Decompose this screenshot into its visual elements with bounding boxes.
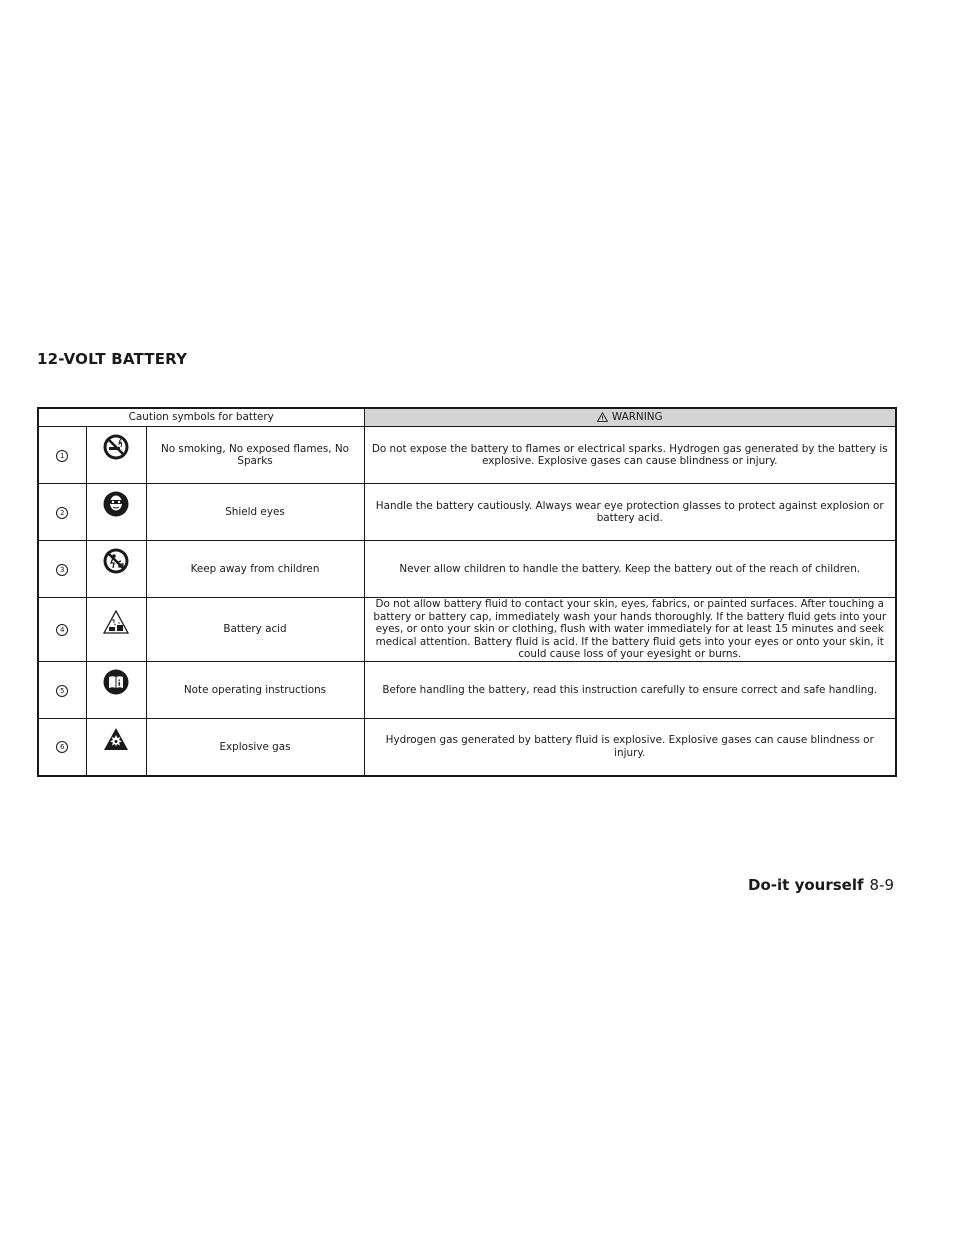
page-footer [748,876,894,894]
warning-text: Before handling the battery, read this instruction carefully to ensure correct and safe handling. [364,662,896,719]
row-number: 6 [38,719,86,776]
table-row [38,598,896,662]
table-row [38,541,896,598]
row-number: 2 [38,484,86,541]
table-row [38,427,896,484]
chapter-title: Do-it yourself [748,876,864,894]
caution-symbols-header: Caution symbols for battery [38,408,364,427]
warning-triangle-icon [597,412,608,422]
symbol-description: Shield eyes [146,484,364,541]
warning-header-label: WARNING [611,411,663,424]
eye-protection-icon [103,491,129,517]
row-number: 3 [38,541,86,598]
table-row [38,719,896,776]
symbol-description: Note operating instructions [146,662,364,719]
warning-text: Never allow children to handle the battery. Keep the battery out of the reach of children. [364,541,896,598]
symbol-description: Explosive gas [146,719,364,776]
warning-text: Do not allow battery fluid to contact your skin, eyes, fabrics, or painted surfaces. After touching a battery or battery cap, immediately wash your hands thoroughly. If the battery fluid gets into your eyes, or onto your skin or clothing, flush with water immediately for at least 15 minutes and seek medical attention. Battery fluid is acid. If the battery fluid gets into your eyes or onto your skin, it could cause loss of your eyesight or burns. [364,598,896,662]
symbol-description: Battery acid [146,598,364,662]
warning-text: Hydrogen gas generated by battery fluid is explosive. Explosive gases can cause blindness or injury. [364,719,896,776]
warning-header [364,408,896,427]
table-header-row [38,408,896,427]
section-title: 12-VOLT BATTERY [37,350,188,368]
table-row [38,484,896,541]
table-row [38,662,896,719]
symbol-description: No smoking, No exposed flames, No Sparks [146,427,364,484]
battery-acid-icon [103,610,129,634]
row-number: 1 [38,427,86,484]
warning-text: Handle the battery cautiously. Always wear eye protection glasses to protect against explosion or battery acid. [364,484,896,541]
explosive-gas-icon [103,727,129,751]
keep-away-children-icon [103,548,129,574]
warning-text: Do not expose the battery to flames or electrical sparks. Hydrogen gas generated by the battery is explosive. Explosive gases can cause blindness or injury. [364,427,896,484]
read-manual-icon [103,669,129,695]
row-number: 5 [38,662,86,719]
page-number: 8-9 [869,876,894,894]
row-number: 4 [38,598,86,662]
symbol-description: Keep away from children [146,541,364,598]
battery-caution-table [37,407,897,777]
no-smoking-flame-icon [103,434,129,460]
